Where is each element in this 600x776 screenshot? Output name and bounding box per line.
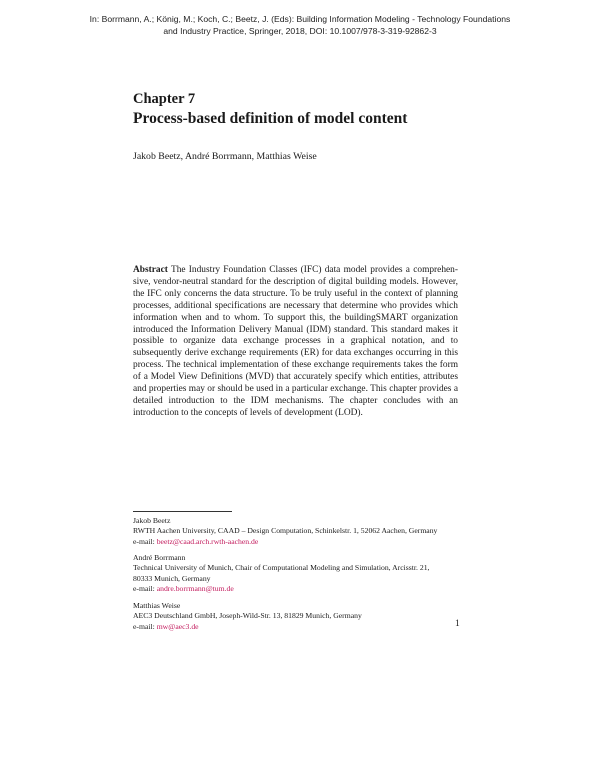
affiliation-address: Technical University of Munich, Chair of Computational Modeling and Simulation, Arcisstr. 21, xyxy=(133,563,430,573)
affiliation-beetz xyxy=(133,516,463,547)
affiliation-name: Jakob Beetz xyxy=(133,516,171,525)
chapter-title: Process-based definition of model content xyxy=(133,110,408,127)
affiliation-address: RWTH Aachen University, CAAD – Design Computation, Schinkelstr. 1, 52062 Aachen, Germany xyxy=(133,526,438,536)
abstract-label: Abstract xyxy=(133,265,168,275)
footnote-rule xyxy=(133,511,232,512)
page-number: 1 xyxy=(455,619,460,629)
citation-header xyxy=(40,14,560,37)
affiliation-borrmann xyxy=(133,553,463,594)
abstract-text: The Industry Foundation Classes (IFC) data model provides a comprehensive, vendor-neutral standard for the description of digital building models. However, the IFC only concerns the data structure. To be truly useful in the context of planning processes, additional specifications are necessary that determine who provides which information when and to whom. To support this, the buildingSMART organization introduced the Information Delivery Manual (IDM) standard. This standard makes it possible to organize data exchange processes in a graphical notation, and to subsequently derive exchange requirements (ER) for data exchanges occurring in this process. The technical implementation of these exchange requirements takes the form of a Model View Definitions (MVD) that accurately specify which entities, attributes and properties may or should be used in a particular exchange. This chapter provides a detailed introduction to the IDM mechanisms. The chapter concludes with an introduction to the concepts of levels of development (LOD). xyxy=(133,265,458,418)
email-label: e-mail: xyxy=(133,536,155,546)
author-list: Jakob Beetz, André Borrmann, Matthias Weise xyxy=(133,151,317,162)
email-label: e-mail: xyxy=(133,583,155,593)
affiliation-address-2: 80333 Munich, Germany xyxy=(133,573,211,583)
abstract xyxy=(133,265,458,420)
affiliation-name: André Borrmann xyxy=(133,553,186,562)
affiliation-name: Matthias Weise xyxy=(133,601,181,610)
email-label: e-mail: xyxy=(133,621,155,631)
email-link[interactable]: beetz@caad.arch.rwth-aachen.de xyxy=(156,536,259,546)
affiliation-weise xyxy=(133,601,463,632)
citation-line-1: In: Borrmann, A.; König, M.; Koch, C.; Beetz, J. (Eds): Building Information Modeling - Technology Foundations xyxy=(89,14,511,24)
email-link[interactable]: andre.borrmann@tum.de xyxy=(156,583,234,593)
chapter-label: Chapter 7 xyxy=(133,91,196,107)
email-link[interactable]: mw@aec3.de xyxy=(156,621,199,631)
affiliation-email-line xyxy=(133,622,463,632)
citation-line-2: and Industry Practice, Springer, 2018, DOI: 10.1007/978-3-319-92862-3 xyxy=(163,25,437,36)
affiliation-email-line xyxy=(133,537,463,547)
affiliation-address: AEC3 Deutschland GmbH, Joseph-Wild-Str. 13, 81829 Munich, Germany xyxy=(133,611,362,621)
affiliation-email-line xyxy=(133,584,463,594)
